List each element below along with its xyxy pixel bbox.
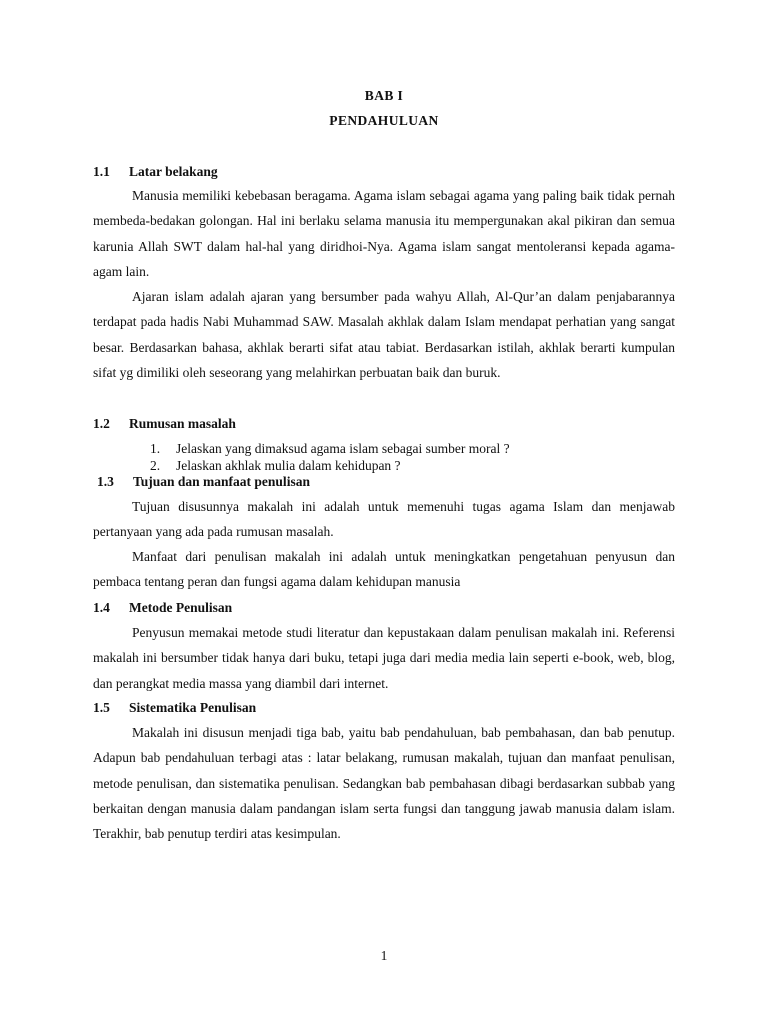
paragraph-manfaat: Manfaat dari penulisan makalah ini adalah untuk meningkatkan pengetahuan penyusun dan pembaca tentang peran dan fungsi agama dalam kehidupan manusia bbox=[93, 549, 675, 590]
section-number: 1.1 bbox=[93, 164, 110, 179]
rumusan-masalah-list bbox=[150, 440, 510, 474]
section-number: 1.2 bbox=[93, 416, 110, 431]
section-heading-1-1 bbox=[93, 164, 218, 180]
section-heading-1-5 bbox=[93, 700, 256, 716]
section-title: Rumusan masalah bbox=[129, 416, 236, 431]
section-title: Metode Penulisan bbox=[129, 600, 233, 615]
list-item: 1. Jelaskan yang dimaksud agama islam sebagai sumber moral ? bbox=[150, 441, 510, 456]
paragraph-metode: Penyusun memakai metode studi literatur dan kepustakaan dalam penulisan makalah ini. Referensi makalah ini bersumber tidak hanya dari buku, tetapi juga dari media media lain seperti e-book, web, blog, dan perangkat media massa yang diambil dari internet. bbox=[93, 625, 675, 691]
section-number: 1.3 bbox=[97, 474, 114, 489]
chapter-label: BAB I bbox=[364, 88, 404, 103]
section-title: Sistematika Penulisan bbox=[129, 700, 257, 715]
paragraph-latar-belakang-2: Ajaran islam adalah ajaran yang bersumber pada wahyu Allah, Al-Qur’an dalam penjabarannya terdapat pada hadis Nabi Muhammad SAW. Masalah akhlak dalam Islam mendapat perhatian yang sangat besar. Berdasarkan bahasa, akhlak berarti sifat atau tabiat. Berdasarkan istilah, akhlak berarti kumpulan sifat yg dimiliki oleh seseorang yang melahirkan perbuatan baik dan buruk. bbox=[93, 289, 675, 380]
section-number: 1.5 bbox=[93, 700, 110, 715]
page-number: 1 bbox=[380, 948, 388, 963]
section-title: Latar belakang bbox=[129, 164, 218, 179]
paragraph-latar-belakang-1: Manusia memiliki kebebasan beragama. Agama islam sebagai agama yang paling baik tidak pernah membeda-bedakan golongan. Hal ini berlaku selama manusia itu mempergunakan akal pikiran dan semua karunia Allah SWT dalam hal-hal yang diridhoi-Nya. Agama islam sangat mentoleransi kepada agama-agam lain. bbox=[93, 188, 675, 279]
section-heading-1-3 bbox=[97, 474, 310, 490]
section-heading-1-4 bbox=[93, 600, 232, 616]
section-title: Tujuan dan manfaat penulisan bbox=[133, 474, 310, 489]
section-heading-1-2 bbox=[93, 416, 236, 432]
paragraph-sistematika: Makalah ini disusun menjadi tiga bab, yaitu bab pendahuluan, bab pembahasan, dan bab penutup. Adapun bab pendahuluan terbagi atas : latar belakang, rumusan makalah, tujuan dan manfaat penulisan, metode penulisan, dan sistematika penulisan. Sedangkan bab pembahasan dibagi berdasarkan subbab yang berkaitan dengan manusia dalam pandangan islam serta fungsi dan tanggung jawab manusia dalam islam. Terakhir, bab penutup terdiri atas kesimpulan. bbox=[93, 725, 675, 842]
list-item: 2. Jelaskan akhlak mulia dalam kehidupan ? bbox=[150, 458, 401, 473]
section-number: 1.4 bbox=[93, 600, 110, 615]
paragraph-tujuan: Tujuan disusunnya makalah ini adalah untuk memenuhi tugas agama Islam dan menjawab pertanyaan yang ada pada rumusan masalah. bbox=[93, 499, 675, 540]
chapter-title: PENDAHULUAN bbox=[329, 113, 439, 128]
